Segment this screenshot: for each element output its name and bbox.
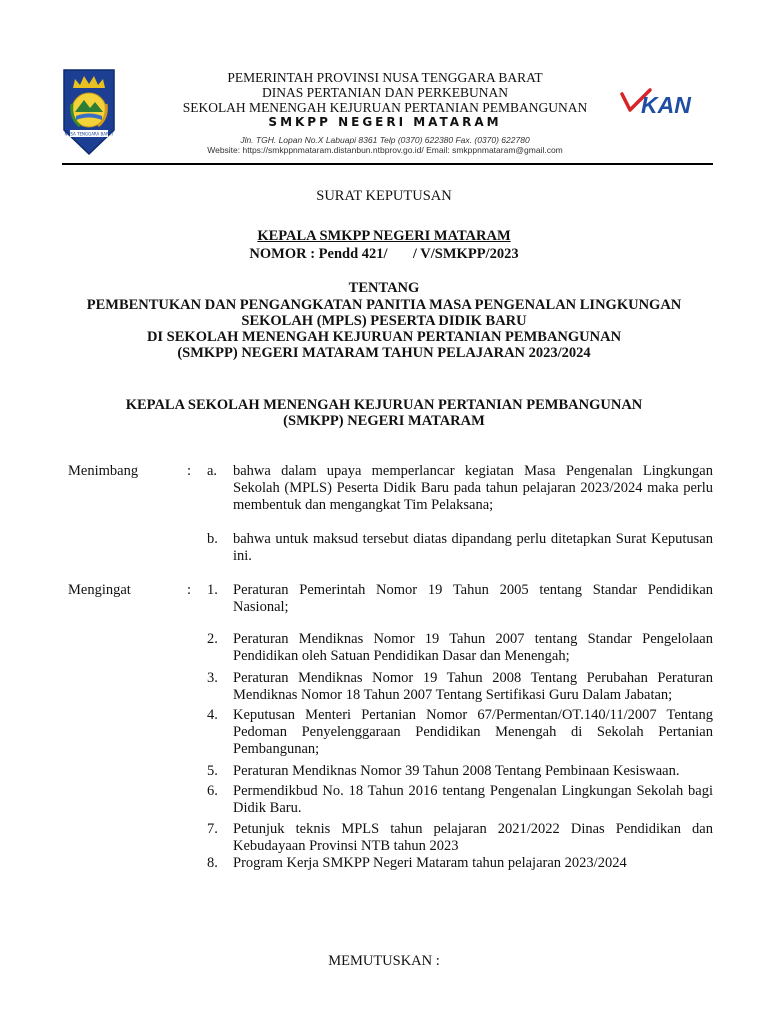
letterhead-line-department: DINAS PERTANIAN DAN PERKEBUNAN	[262, 85, 508, 100]
mengingat-item-3-marker: 3.	[207, 670, 218, 686]
mengingat-item-2-text: Peraturan Mendiknas Nomor 19 Tahun 2007 tentang Standar Pengelolaan Pendidikan oleh Satuan Pendidikan Dasar dan Menengah;	[233, 631, 713, 664]
mengingat-item-1-text: Peraturan Pemerintah Nomor 19 Tahun 2005 tentang Standar Pendidikan Nasional;	[233, 582, 713, 615]
letterhead-divider	[62, 163, 713, 165]
head-line-2: (SMKPP) NEGERI MATARAM	[283, 413, 485, 429]
letterhead-line-short-name: SMKPP NEGERI MATARAM	[268, 115, 502, 129]
subject-line-2: SEKOLAH (MPLS) PESERTA DIDIK BARU	[241, 313, 527, 329]
menimbang-item-b-marker: b.	[207, 531, 218, 547]
mengingat-item-8-text: Program Kerja SMKPP Negeri Mataram tahun pelajaran 2023/2024	[233, 855, 627, 871]
document-number: NOMOR : Pendd 421/ / V/SMKPP/2023	[249, 246, 519, 262]
document-title: SURAT KEPUTUSAN	[316, 188, 452, 204]
letterhead-address: Jln. TGH. Lopan No.X Labuapi 8361 Telp (0370) 622380 Fax. (0370) 622780	[240, 135, 530, 145]
mengingat-label: Mengingat	[68, 582, 131, 598]
letterhead-line-province: PEMERINTAH PROVINSI NUSA TENGGARA BARAT	[227, 70, 543, 85]
subject-line-3: DI SEKOLAH MENENGAH KEJURUAN PERTANIAN PEMBANGUNAN	[146, 329, 622, 345]
mengingat-item-5-marker: 5.	[207, 763, 218, 779]
letterhead-line-school: SEKOLAH MENENGAH KEJURUAN PERTANIAN PEMBANGUNAN	[182, 100, 588, 115]
issuer-line	[0, 228, 768, 245]
mengingat-item-7-marker: 7.	[207, 821, 218, 837]
tentang-heading: TENTANG	[348, 280, 420, 296]
mengingat-item-6-marker: 6.	[207, 783, 218, 799]
kan-accreditation-logo	[620, 88, 706, 122]
mengingat-item-6-text: Permendikbud No. 18 Tahun 2016 tentang Pengenalan Lingkungan Sekolah bagi Didik Baru.	[233, 783, 713, 816]
mengingat-item-1-marker: 1.	[207, 582, 218, 598]
mengingat-item-2-marker: 2.	[207, 631, 218, 647]
ntb-province-seal-logo	[62, 68, 116, 156]
memutuskan-heading: MEMUTUSKAN :	[328, 953, 440, 969]
mengingat-item-5-text: Peraturan Mendiknas Nomor 39 Tahun 2008 Tentang Pembinaan Kesiswaan.	[233, 763, 680, 779]
menimbang-item-a-text: bahwa dalam upaya memperlancar kegiatan Masa Pengenalan Lingkungan Sekolah (MPLS) Peserta Didik Baru pada tahun pelajaran 2023/2024 maka perlu membentuk dan mengangkat Tim Pelaksana;	[233, 463, 713, 513]
seal-ribbon-text: NUSA TENGGARA BARAT	[64, 131, 114, 137]
mengingat-item-3-text: Peraturan Mendiknas Nomor 19 Tahun 2008 Tentang Perubahan Peraturan Mendiknas Nomor 18 Tahun 2007 Tentang Sertifikasi Guru Dalam Jabatan;	[233, 670, 713, 703]
issuer-text: KEPALA SMKPP NEGERI MATARAM	[257, 228, 511, 244]
head-line-1: KEPALA SEKOLAH MENENGAH KEJURUAN PERTANIAN PEMBANGUNAN	[125, 397, 643, 413]
menimbang-item-a-marker: a.	[207, 463, 218, 479]
subject-line-4: (SMKPP) NEGERI MATARAM TAHUN PELAJARAN 2023/2024	[177, 345, 591, 361]
mengingat-item-8-marker: 8.	[207, 855, 218, 871]
mengingat-colon: :	[187, 582, 192, 598]
menimbang-item-b-text: bahwa untuk maksud tersebut diatas dipandang perlu ditetapkan Surat Keputusan ini.	[233, 531, 713, 564]
mengingat-item-4-text: Keputusan Menteri Pertanian Nomor 67/Permentan/OT.140/11/2007 Tentang Pedoman Penyelenggaraan Pendidikan Menengah di Sekolah Pertanian Pembangunan;	[233, 707, 713, 757]
mengingat-item-7-text: Petunjuk teknis MPLS tahun pelajaran 2021/2022 Dinas Pendidikan dan Kebudayaan Provinsi NTB tahun 2023	[233, 821, 713, 854]
menimbang-label: Menimbang	[68, 463, 139, 479]
subject-line-1: PEMBENTUKAN DAN PENGANGKATAN PANITIA MASA PENGENALAN LINGKUNGAN	[86, 297, 682, 313]
mengingat-item-4-marker: 4.	[207, 707, 218, 723]
letterhead-website: Website: https://smkppnmataram.distanbun.ntbprov.go.id/ Email: smkppnmataram@gmail.com	[207, 145, 563, 155]
kan-logo-text: KAN	[641, 92, 691, 118]
menimbang-colon: :	[187, 463, 192, 479]
